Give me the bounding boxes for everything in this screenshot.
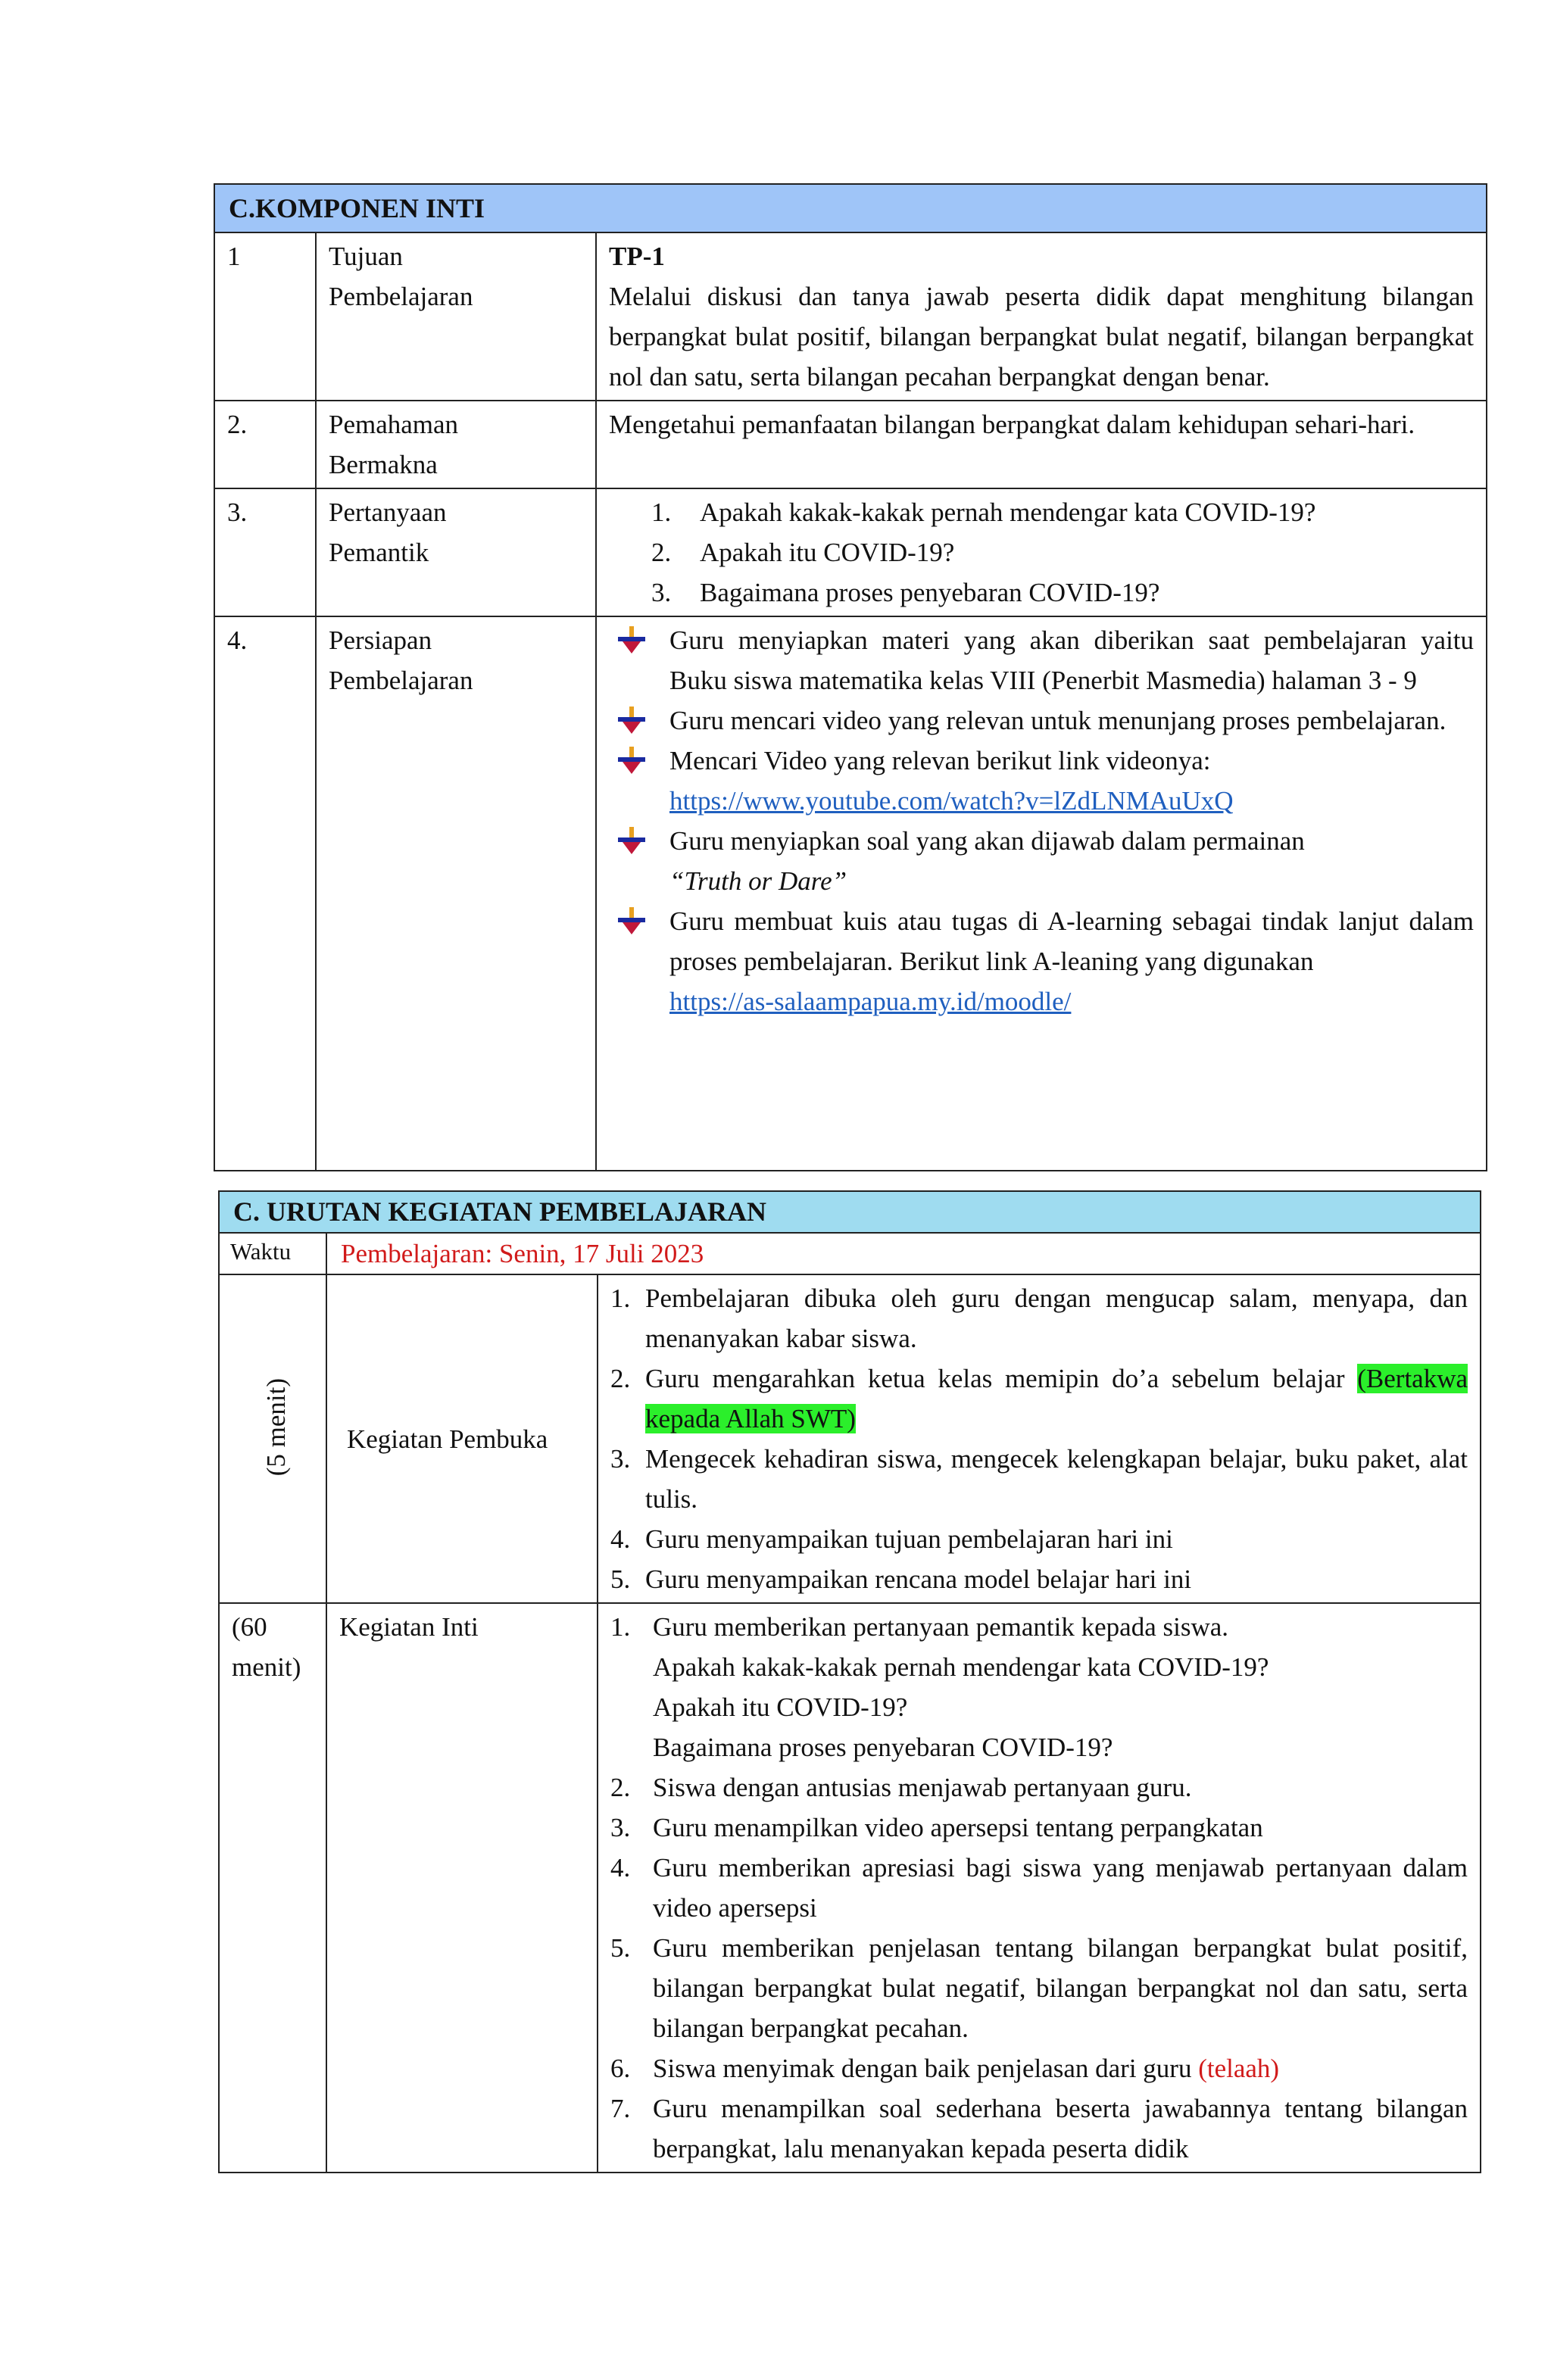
arrow-bullet-icon	[616, 705, 647, 735]
pembuka-label: Kegiatan Pembuka	[326, 1274, 598, 1603]
arrow-bullet-icon	[616, 625, 647, 655]
pembuka-time-cell	[219, 1274, 326, 1603]
table-row	[214, 488, 1487, 616]
table-row	[214, 616, 1487, 1171]
list-item: 6. Siswa menyimak dengan baik penjelasan dari guru (telaah)	[610, 2054, 1280, 2083]
arrow-bullet-icon	[616, 825, 647, 856]
list-item: 4. Guru menyampaikan tujuan pembelajaran hari ini	[610, 1524, 1173, 1554]
youtube-link[interactable]: https://www.youtube.com/watch?v=lZdLNMAuUxQ	[669, 786, 1234, 816]
waktu-label: Waktu	[219, 1233, 326, 1274]
table-row	[219, 1274, 1481, 1603]
highlight-text: (Bertakwa kepada Allah SWT)	[645, 1364, 1468, 1433]
pembuka-activities	[598, 1274, 1481, 1603]
table-row	[214, 401, 1487, 488]
komponen-inti-table	[214, 183, 1487, 1171]
list-item: 1. Apakah kakak-kakak pernah mendengar kata COVID-19?	[651, 498, 1316, 527]
row-number: 1	[214, 232, 316, 401]
list-item: 5. Guru memberikan penjelasan tentang bilangan berpangkat bulat positif, bilangan berpangkat bulat negatif, bilangan berpangkat nol dan satu, serta bilangan berpangkat pecahan.	[610, 1933, 1468, 2043]
row-label: Persiapan Pembelajaran	[316, 616, 596, 1171]
table-row	[214, 232, 1487, 401]
row-number: 2.	[214, 401, 316, 488]
arrow-bullet-icon	[616, 745, 647, 775]
list-item: Guru menyiapkan soal yang akan dijawab dalam permainan “Truth or Dare”	[609, 821, 1474, 901]
tp-text: Melalui diskusi dan tanya jawab peserta didik dapat menghitung bilangan berpangkat bulat positif, bilangan berpangkat bulat negatif, bilangan berpangkat nol dan satu, serta bilangan pecahan berpangkat dengan benar.	[609, 282, 1475, 391]
arrow-bullet-icon	[616, 906, 647, 936]
inti-time-cell: (60 menit)	[219, 1603, 326, 2173]
list-item: 2. Guru mengarahkan ketua kelas memipin do’a sebelum belajar (Bertakwa kepada Allah SWT)	[610, 1364, 1468, 1433]
tujuan-pembelajaran-cell	[596, 232, 1487, 401]
table-row	[219, 1233, 1481, 1274]
row-label: Pertanyaan Pemantik	[316, 488, 596, 616]
inti-activities	[598, 1603, 1481, 2173]
pembuka-time: (5 menit)	[261, 1378, 291, 1477]
row-number: 4.	[214, 616, 316, 1171]
komponen-inti-header: C.KOMPONEN INTI	[214, 184, 1487, 232]
list-item: 7. Guru menampilkan soal sederhana beserta jawabannya tentang bilangan berpangkat, lalu menanyakan kepada peserta didik	[610, 2094, 1468, 2163]
list-item: Guru membuat kuis atau tugas di A-learning sebagai tindak lanjut dalam proses pembelajaran. Berikut link A-leaning yang digunakan https://as-salaampapua.my.id/moodle/	[609, 901, 1474, 1022]
list-item: Guru menyiapkan materi yang akan diberikan saat pembelajaran yaitu Buku siswa matematika kelas VIII (Penerbit Masmedia) halaman 3 - 9	[609, 620, 1474, 700]
row-label: Tujuan Pembelajaran	[316, 232, 596, 401]
pertanyaan-pemantik-cell	[596, 488, 1487, 616]
urutan-kegiatan-table	[218, 1190, 1481, 2173]
telaah-tag: (telaah)	[1198, 2054, 1280, 2083]
list-item: 3. Bagaimana proses penyebaran COVID-19?	[651, 578, 1160, 607]
list-item: 3. Mengecek kehadiran siswa, mengecek kelengkapan belajar, buku paket, alat tulis.	[610, 1444, 1468, 1514]
pemahaman-bermakna-text: Mengetahui pemanfaatan bilangan berpangkat dalam kehidupan sehari-hari.	[596, 401, 1487, 488]
tp-title: TP-1	[609, 242, 665, 271]
row-label: Pemahaman Bermakna	[316, 401, 596, 488]
list-item: 4. Guru memberikan apresiasi bagi siswa yang menjawab pertanyaan dalam video apersepsi	[610, 1853, 1468, 1923]
list-item: 2. Siswa dengan antusias menjawab pertanyaan guru.	[610, 1773, 1192, 1802]
list-item: 2. Apakah itu COVID-19?	[651, 538, 955, 567]
list-item: 3. Guru menampilkan video apersepsi tentang perpangkatan	[610, 1813, 1263, 1842]
inti-label: Kegiatan Inti	[326, 1603, 598, 2173]
list-item: 5. Guru menyampaikan rencana model belajar hari ini	[610, 1564, 1192, 1594]
list-item: 1. Pembelajaran dibuka oleh guru dengan mengucap salam, menyapa, dan menanyakan kabar siswa.	[610, 1284, 1468, 1353]
list-item: 1. Guru memberikan pertanyaan pemantik kepada siswa. Apakah kakak-kakak pernah mendengar kata COVID-19? Apakah itu COVID-19? Bagaimana proses penyebaran COVID-19?	[610, 1612, 1269, 1762]
persiapan-pembelajaran-cell	[596, 616, 1487, 1171]
row-number: 3.	[214, 488, 316, 616]
list-item: Guru mencari video yang relevan untuk menunjang proses pembelajaran.	[609, 700, 1474, 741]
urutan-kegiatan-header: C. URUTAN KEGIATAN PEMBELAJARAN	[219, 1191, 1481, 1233]
table-row	[219, 1603, 1481, 2173]
date-label: Pembelajaran: Senin, 17 Juli 2023	[326, 1233, 1481, 1274]
list-item: Mencari Video yang relevan berikut link videonya: https://www.youtube.com/watch?v=lZdLNMAuUxQ	[609, 741, 1474, 821]
moodle-link[interactable]: https://as-salaampapua.my.id/moodle/	[669, 987, 1072, 1016]
